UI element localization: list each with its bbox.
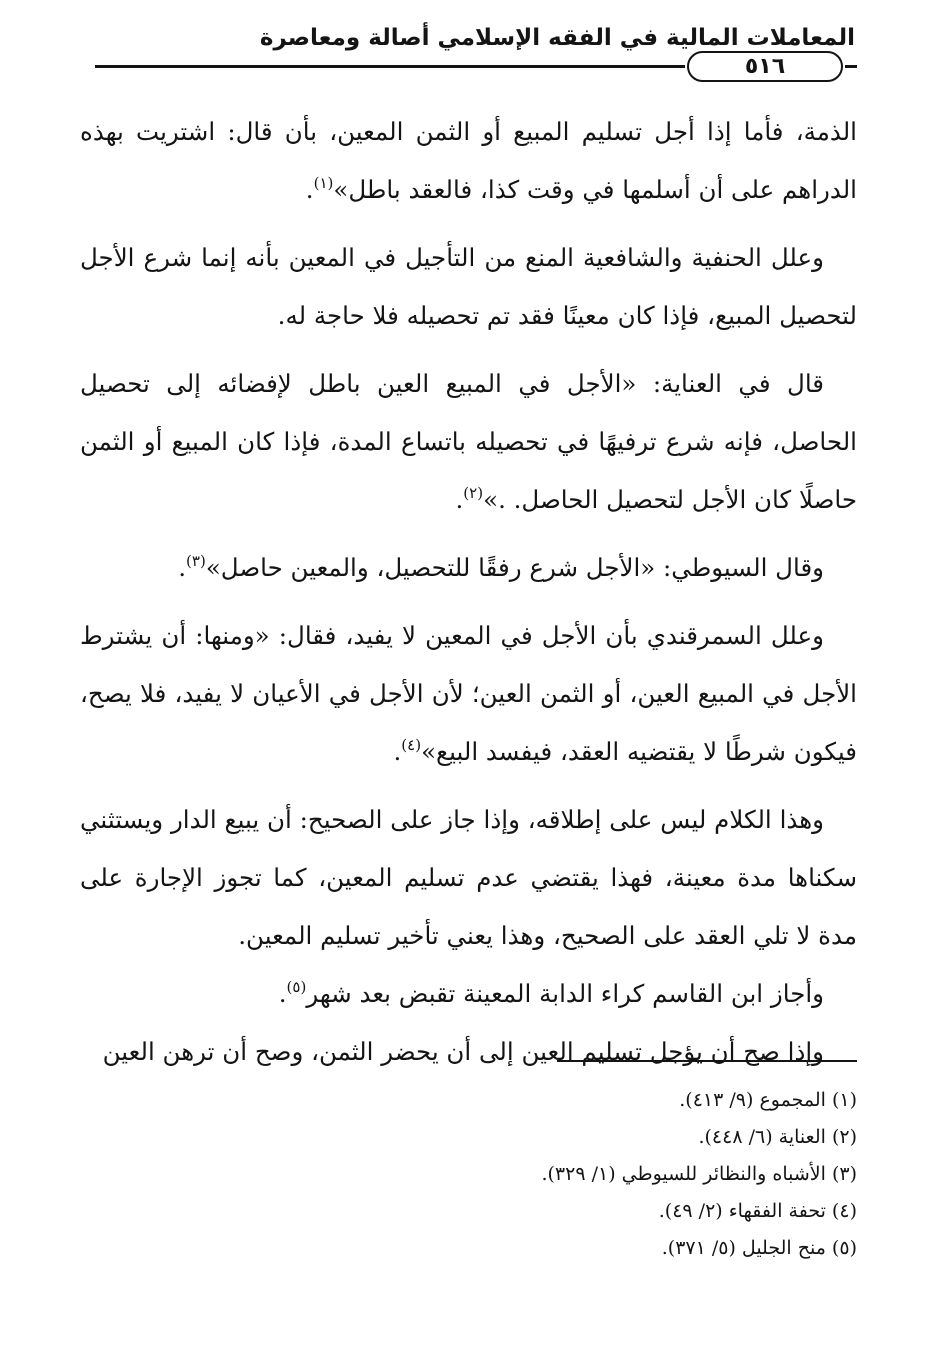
paragraph: وقال السيوطي: «الأجل شرع رفقًا للتحصيل، والمعين حاصل»$^{(٣)}$. <box>178 552 824 582</box>
paragraph: وعلل السمرقندي بأن الأجل في المعين لا يفيد، فقال: «ومنها: أن يشترط الأجل في المبيع العين، أو الثمن العين؛ لأن الأجل في الأعيان لا يفيد، فلا يصح، فيكون شرطًا لا يقتضيه العقد، فيفسد البيع»$^{(٤)}$. <box>80 621 857 766</box>
paragraph: قال في العناية: «الأجل في المبيع العين باطل لإفضائه إلى تحصيل الحاصل، فإنه شرع ترفيهًا في تحصيله باتساع المدة، فإذا كان المبيع أو الثمن حاصلًا كان الأجل لتحصيل الحاصل. .»$^{(٢)}$. <box>80 369 857 514</box>
footnote-item: (٥) منح الجليل (٥/ ٣٧١). <box>661 1237 857 1259</box>
footnote-item: (٤) تحفة الفقهاء (٢/ ٤٩). <box>658 1200 857 1222</box>
footnote-reference[interactable]: (٥) <box>286 978 307 996</box>
paragraph: وعلل الحنفية والشافعية المنع من التأجيل في المعين بأنه إنما شرع الأجل لتحصيل المبيع، فإذا كان معينًا فقد تم تحصيله فلا حاجة له. <box>80 243 857 330</box>
footnote-reference[interactable]: (٢) <box>463 484 484 502</box>
paragraph: الذمة، فأما إذا أجل تسليم المبيع أو الثمن المعين، بأن قال: اشتريت بهذه الدراهم على أن أسلمها في وقت كذا، فالعقد باطل»$^{(١)}$. <box>80 117 857 204</box>
footnotes <box>300 1082 857 1267</box>
header-rule-right <box>845 65 857 68</box>
header-rule-left <box>95 65 685 68</box>
running-title: المعاملات المالية في الفقه الإسلامي أصالة ومعاصرة <box>259 25 855 51</box>
footnote-reference[interactable]: (١) <box>313 174 334 192</box>
footnote-item: (١) المجموع (٩/ ٤١٣). <box>679 1089 857 1111</box>
footnote-separator <box>557 1060 857 1062</box>
footnote-item: (٢) العناية (٦/ ٤٤٨). <box>698 1126 857 1148</box>
footnote-reference[interactable]: (٤) <box>401 736 422 754</box>
paragraph: وإذا صح أن يؤجل تسليم العين إلى أن يحضر الثمن، وصح أن ترهن العين <box>102 1037 824 1066</box>
header-rule <box>95 51 857 91</box>
footnote-reference[interactable]: (٣) <box>186 552 206 570</box>
paragraph: وهذا الكلام ليس على إطلاقه، وإذا جاز على الصحيح: أن يبيع الدار ويستثني سكناها مدة معينة، فهذا يقتضي عدم تسليم المعين، كما تجوز الإجارة على مدة لا تلي العقد على الصحيح، وهذا يعني تأخير تسليم المعين. <box>80 805 857 950</box>
paragraph: وأجاز ابن القاسم كراء الدابة المعينة تقبض بعد شهر$^{(٥)}$. <box>278 978 824 1008</box>
main-text <box>80 103 857 1091</box>
page-number: ٥١٦ <box>687 51 843 82</box>
footnote-item: (٣) الأشباه والنظائر للسيوطي (١/ ٣٢٩). <box>541 1163 857 1185</box>
